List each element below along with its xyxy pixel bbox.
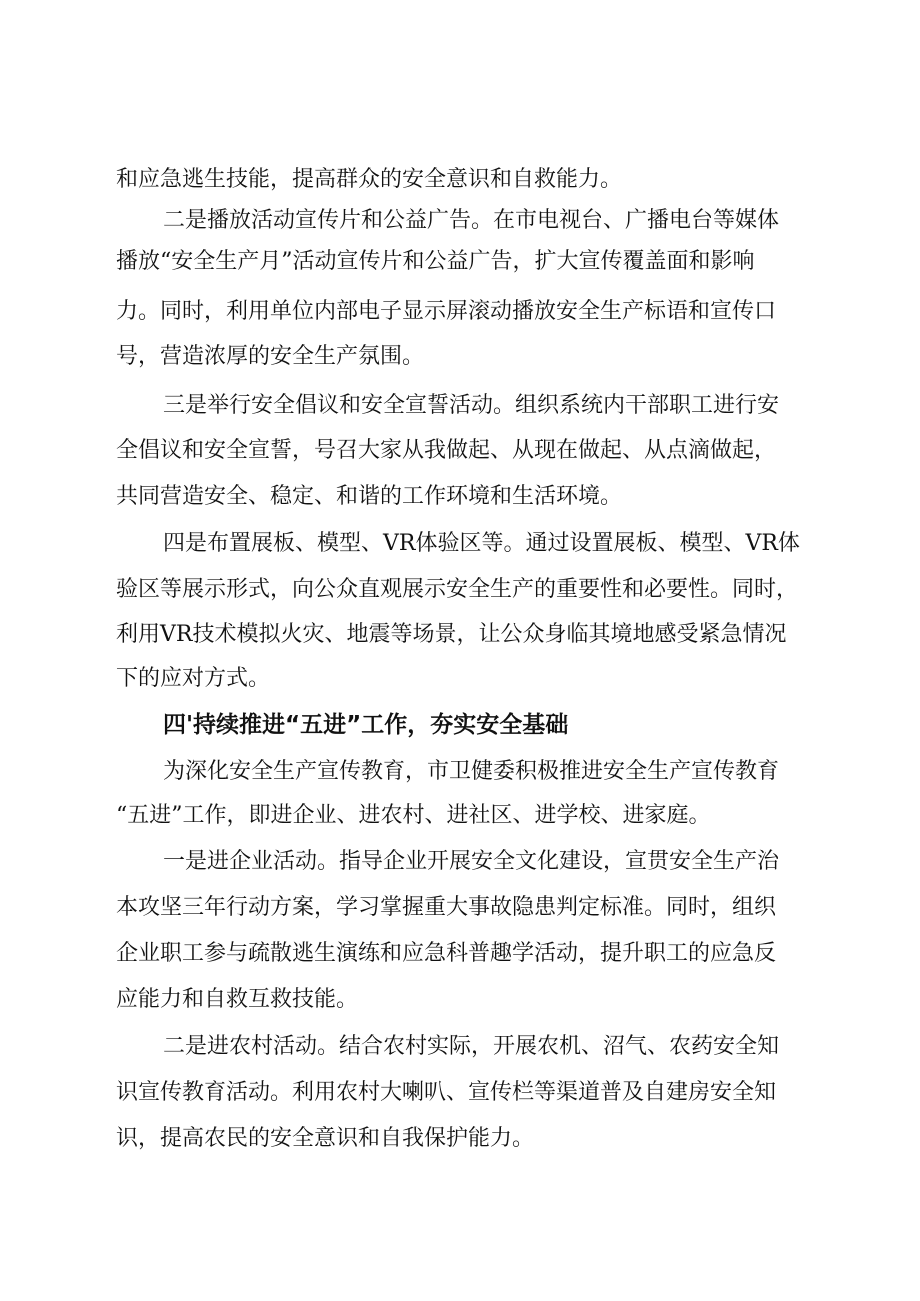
section-heading: 四'持续推进“五进”工作，夯实安全基础 (163, 712, 569, 738)
body-line: 企业职工参与疏散逃生演练和应急科普趣学活动，提升职工的应急反 (116, 941, 777, 966)
paragraph-first-line: 四是布置展板、模型、VR体验区等。通过设置展板、模型、VR体 (163, 531, 800, 556)
body-line: 全倡议和安全宣誓，号召大家从我做起、从现在做起、从点滴做起， (116, 438, 777, 463)
body-line: 号，营造浓厚的安全生产氛围。 (116, 344, 425, 369)
paragraph-first-line: 二是播放活动宣传片和公益广告。在市电视台、广播电台等媒体 (163, 208, 780, 233)
body-line: 力。同时，利用单位内部电子显示屏滚动播放安全生产标语和宣传口 (116, 299, 777, 324)
body-line: 应能力和自救互救技能。 (116, 987, 359, 1012)
body-line: 和应急逃生技能，提高群众的安全意识和自救能力。 (116, 167, 623, 192)
body-line: 利用VR技术模拟火灾、地震等场景，让公众身临其境地感受紧急情况 (116, 622, 787, 647)
body-line: 本攻坚三年行动方案，学习掌握重大事故隐患判定标准。同时，组织 (116, 895, 777, 920)
body-line: 共同营造安全、稳定、和谐的工作环境和生活环境。 (116, 484, 623, 509)
body-line: 识，提高农民的安全意识和自我保护能力。 (116, 1126, 535, 1151)
paragraph-first-line: 三是举行安全倡议和安全宣誓活动。组织系统内干部职工进行安 (163, 393, 780, 418)
paragraph-first-line: 一是进企业活动。指导企业开展安全文化建设，宣贯安全生产治 (163, 849, 780, 874)
body-line: 识宣传教育活动。利用农村大喇叭、宣传栏等渠道普及自建房安全知 (116, 1080, 777, 1105)
body-line: 播放“安全生产月”活动宣传片和公益广告，扩大宣传覆盖面和影响 (116, 249, 755, 274)
paragraph-first-line: 二是进农村活动。结合农村实际，开展农机、沼气、农药安全知 (163, 1034, 780, 1059)
body-line: “五进”工作，即进企业、进农村、进社区、进学校、进家庭。 (116, 803, 711, 828)
paragraph-first-line: 为深化安全生产宣传教育，市卫健委积极推进安全生产宣传教育 (163, 759, 780, 784)
body-line: 下的应对方式。 (116, 666, 271, 691)
body-line: 验区等展示形式，向公众直观展示安全生产的重要性和必要性。同时， (116, 577, 799, 602)
